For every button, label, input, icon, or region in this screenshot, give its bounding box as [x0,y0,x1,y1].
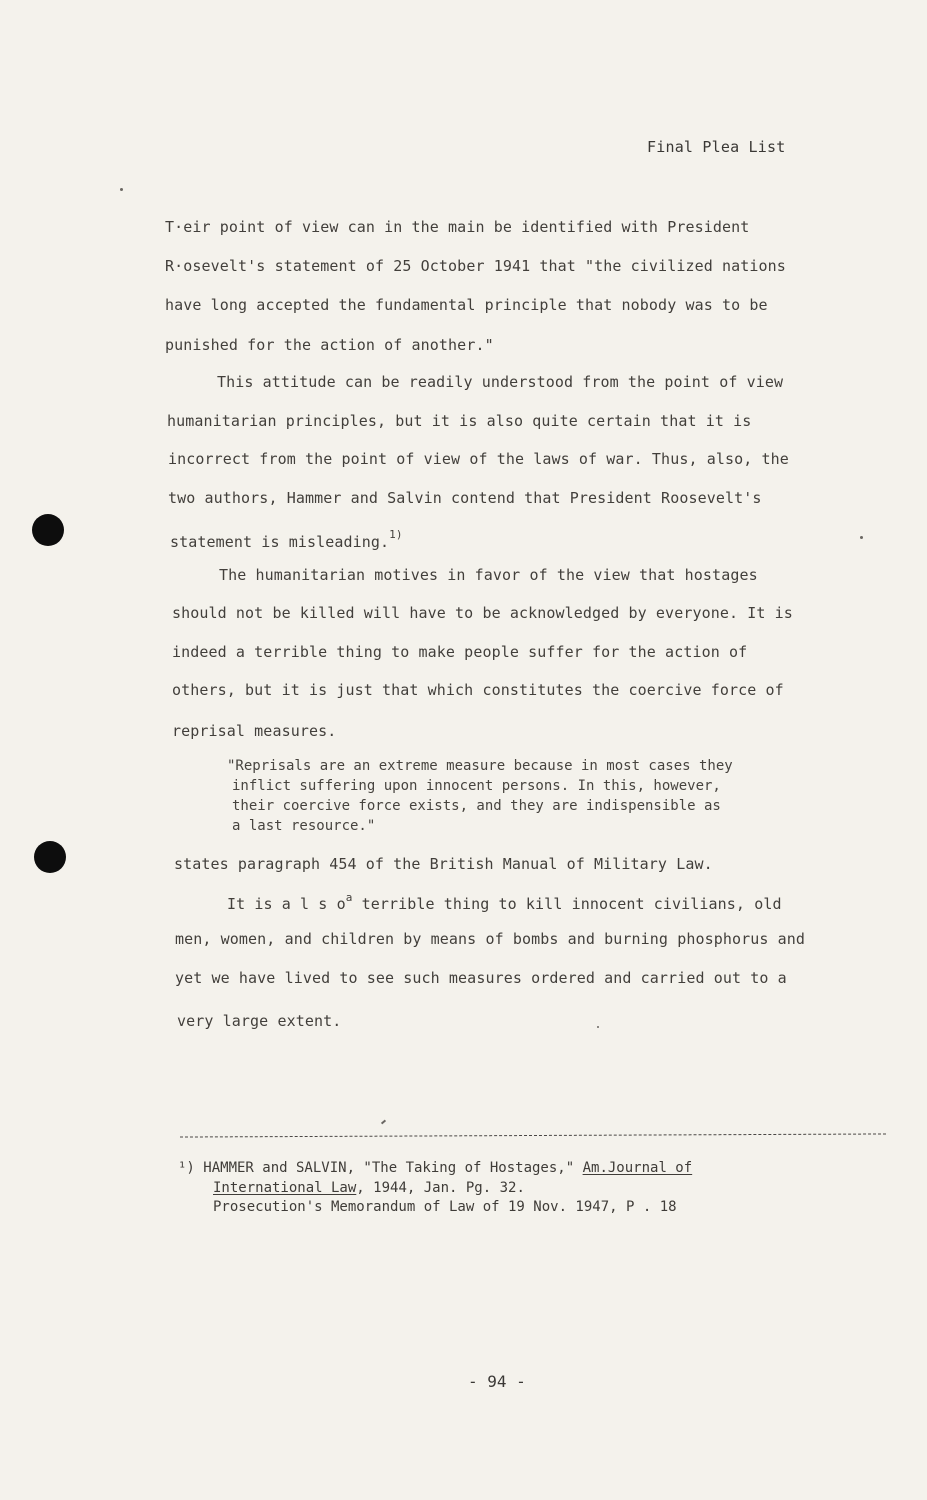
body-line: have long accepted the fundamental principle that nobody was to be [165,296,768,314]
block-quote-line: "Reprisals are an extreme measure because in most cases they [227,758,733,774]
footnote-line: Prosecution's Memorandum of Law of 19 Nov. 1947, P . 18 [213,1199,677,1215]
footnote-journal-title: International Law [213,1180,357,1196]
footnote-journal-title: Am.Journal of [582,1160,693,1176]
body-line: This attitude can be readily understood from the point of view [217,373,784,391]
punch-hole-bottom [34,841,66,873]
body-text: terrible thing to kill innocent civilians, old [352,895,782,913]
body-line: two authors, Hammer and Salvin contend that President Roosevelt's [168,489,762,507]
body-line: T·eir point of view can in the main be identified with President [165,218,750,236]
pen-mark [381,1120,386,1125]
footnote-text: , 1944, Jan. Pg. 32. [356,1180,525,1196]
footnote-line [178,1160,692,1176]
block-quote-line: a last resource." [232,818,376,834]
body-line: very large extent. [177,1012,342,1030]
block-quote-line: inflict suffering upon innocent persons. In this, however, [232,778,721,794]
page-number: - 94 - [468,1372,526,1391]
block-quote-line: their coercive force exists, and they are indispensible as [232,798,721,814]
punch-hole-top [32,514,64,546]
inserted-letter: a [345,891,353,904]
body-line: reprisal measures. [172,722,337,740]
document-header: Final Plea List [647,138,786,156]
scan-speck [597,1026,599,1028]
body-line: yet we have lived to see such measures ordered and carried out to a [175,969,787,987]
body-line: men, women, and children by means of bombs and burning phosphorus and [175,930,806,948]
body-line [170,528,403,551]
scan-speck [860,536,863,539]
body-text: statement is misleading. [170,533,390,551]
body-line: states paragraph 454 of the British Manual of Military Law. [174,855,713,873]
body-text: It is a l s o [227,895,346,913]
footnote-text: HAMMER and SALVIN, "The Taking of Hostages," [194,1160,583,1176]
footnote-marker: ¹) [178,1160,195,1176]
body-line: The humanitarian motives in favor of the view that hostages [219,566,758,584]
footnote-separator [180,1133,886,1137]
body-line [227,891,782,913]
scan-speck [120,188,123,191]
footnote-reference: 1) [389,528,403,541]
footnote-line [213,1180,525,1196]
body-line: should not be killed will have to be acknowledged by everyone. It is [172,604,793,622]
body-line: others, but it is just that which constitutes the coercive force of [172,681,784,699]
body-line: indeed a terrible thing to make people suffer for the action of [172,643,748,661]
body-line: punished for the action of another." [165,336,494,354]
body-line: humanitarian principles, but it is also quite certain that it is [167,412,752,430]
body-line: incorrect from the point of view of the laws of war. Thus, also, the [168,450,789,468]
body-line: R·osevelt's statement of 25 October 1941 that "the civilized nations [165,257,786,275]
